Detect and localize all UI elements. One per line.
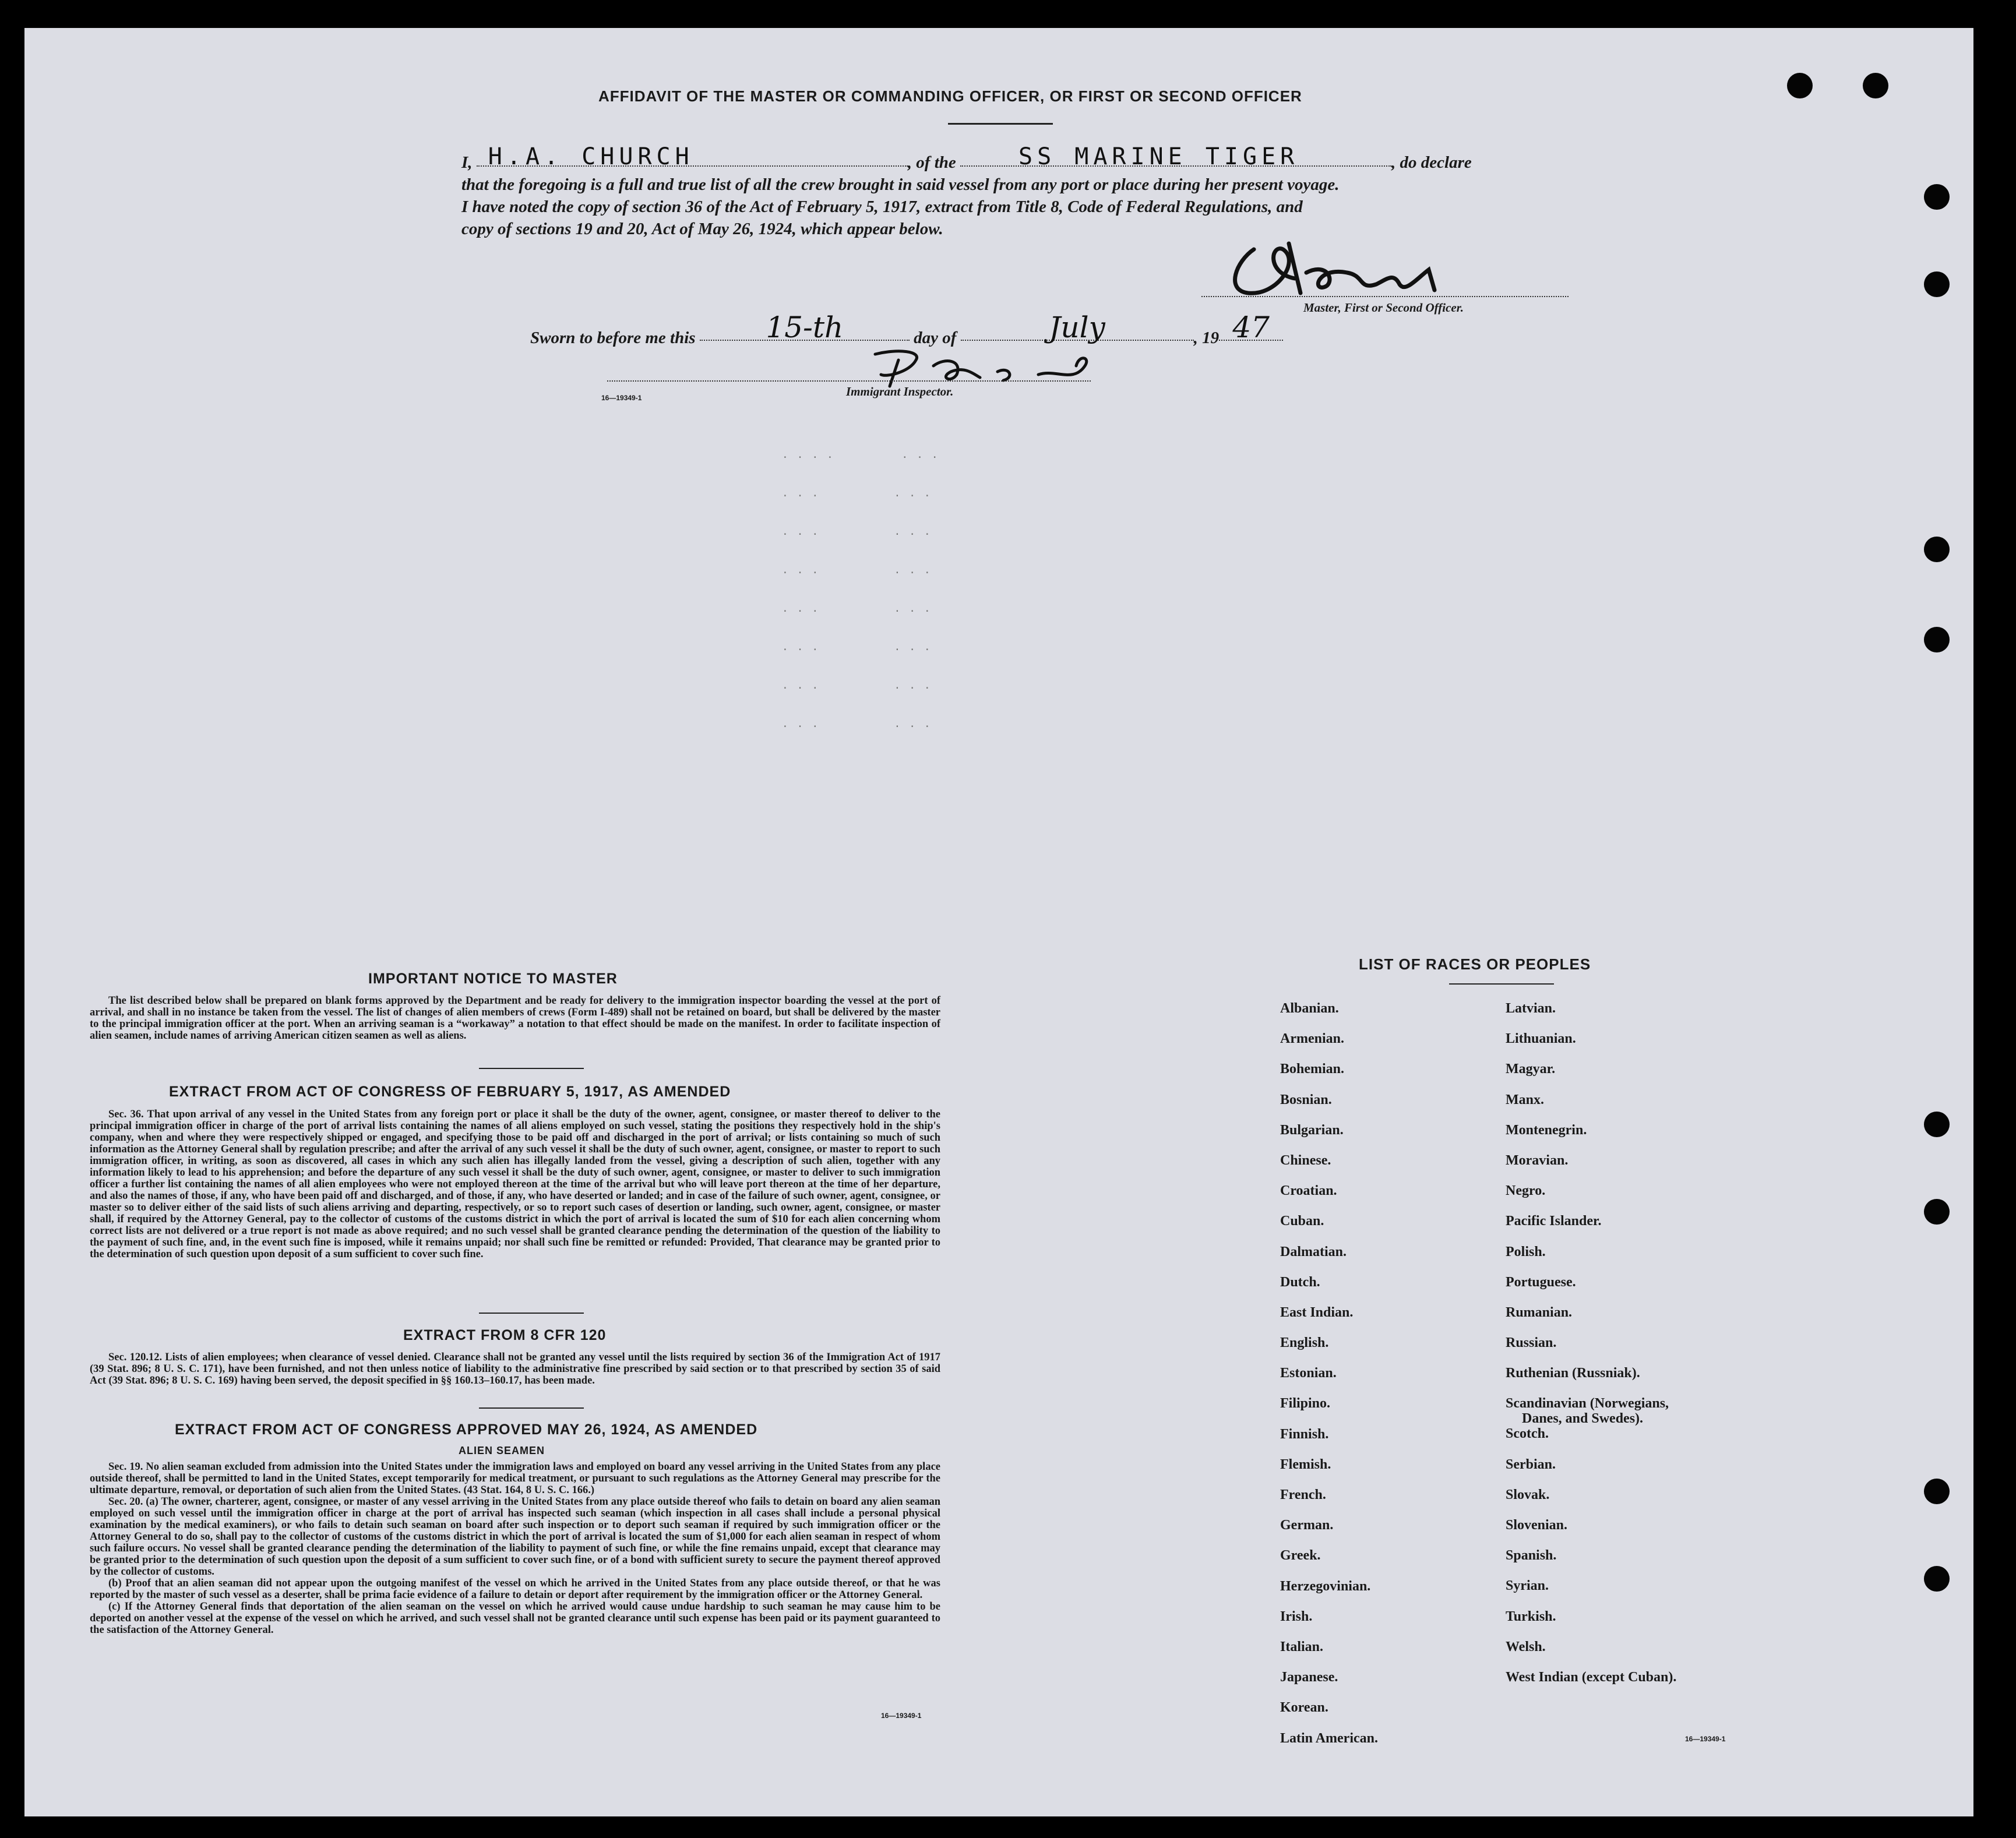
notice-paragraph: The list described below shall be prepared on blank forms approved by the Department and be ready for delivery to the immigration inspector boarding the vessel at the port of arrival, and shall in no instance be taken from the vessel. The list of changes of alien members of crews (Form I-489) shall not be retained on board, but shall be delivered by the master to the principal immigration officer at the port. When an arriving seaman is a “workaway” a notation to that effect should be made on the manifest. In order to facilitate inspection of alien seamen, include names of arriving American citizen seamen as well as aliens. xyxy=(90,995,940,1042)
race-item: Greek. xyxy=(1280,1548,1321,1564)
race-item: Irish. xyxy=(1280,1608,1313,1624)
race-item: East Indian. xyxy=(1280,1304,1354,1320)
alien-seamen-subtitle: ALIEN SEAMEN xyxy=(459,1445,545,1456)
extract-1917-text xyxy=(90,1109,940,1260)
race-item: Turkish. xyxy=(1506,1608,1556,1624)
inspector-caption: Immigrant Inspector. xyxy=(846,384,954,398)
race-item: Bosnian. xyxy=(1280,1092,1332,1107)
race-item: Finnish. xyxy=(1280,1426,1329,1442)
race-item: Syrian. xyxy=(1506,1578,1549,1594)
section-rule xyxy=(479,1407,584,1409)
form-number-bottom-right: 16—19349-1 xyxy=(1685,1735,1726,1743)
race-item: Moravian. xyxy=(1506,1152,1569,1168)
year-prefix: , 19 xyxy=(1193,329,1220,347)
extract-1924-title: EXTRACT FROM ACT OF CONGRESS APPROVED MAY 26, 1924, AS AMENDED xyxy=(175,1421,758,1438)
vessel-name: SS MARINE TIGER xyxy=(1018,143,1299,170)
vessel-name-field xyxy=(960,143,1391,170)
race-item: Russian. xyxy=(1506,1335,1557,1351)
race-item: Italian. xyxy=(1280,1639,1324,1654)
race-item: Chinese. xyxy=(1280,1152,1331,1168)
punch-hole xyxy=(1924,1566,1950,1592)
race-item: Estonian. xyxy=(1280,1366,1337,1381)
race-item: Croatian. xyxy=(1280,1183,1337,1199)
race-item: Serbian. xyxy=(1506,1456,1556,1472)
punch-hole xyxy=(1924,537,1950,562)
race-item: Latvian. xyxy=(1506,1001,1556,1016)
sworn-label: Sworn to before me this xyxy=(530,329,696,347)
day-of-label: day of xyxy=(914,329,957,347)
race-item: Scandinavian (Norwegians, xyxy=(1506,1396,1669,1412)
race-item: Ruthenian (Russniak). xyxy=(1506,1366,1640,1381)
declaration-line-4: copy of sections 19 and 20, Act of May 26, 1924, which appear below. xyxy=(461,220,943,238)
race-item: Slovenian. xyxy=(1506,1518,1568,1533)
section-rule xyxy=(479,1313,584,1314)
race-item: Bohemian. xyxy=(1280,1061,1345,1077)
sworn-day: 15-th xyxy=(766,311,844,344)
race-item: Welsh. xyxy=(1506,1639,1546,1654)
punch-hole xyxy=(1924,1199,1950,1225)
document-page xyxy=(24,28,1973,1816)
race-item: Bulgarian. xyxy=(1280,1122,1344,1138)
race-item: Polish. xyxy=(1506,1244,1546,1260)
race-item: West Indian (except Cuban). xyxy=(1506,1669,1677,1685)
race-item: English. xyxy=(1280,1335,1329,1351)
races-left-column xyxy=(1280,1000,1490,1760)
punch-hole xyxy=(1924,1112,1950,1137)
master-name-field xyxy=(477,143,908,170)
declaration-line-3: I have noted the copy of section 36 of the Act of February 5, 1917, extract from Title 8, Code of Federal Regulations, and xyxy=(461,197,1303,216)
race-item: Rumanian. xyxy=(1506,1304,1573,1320)
punch-hole xyxy=(1924,184,1950,210)
race-item: Dutch. xyxy=(1280,1274,1320,1290)
races-title: LIST OF RACES OR PEOPLES xyxy=(1359,955,1591,973)
race-item: Lithuanian. xyxy=(1506,1031,1576,1047)
race-item: Latin American. xyxy=(1280,1730,1378,1746)
affidavit-declaration xyxy=(461,143,1580,240)
i-label: I, xyxy=(461,153,473,172)
race-item: Herzegovinian. xyxy=(1280,1578,1371,1594)
signature-caption: Master, First or Second Officer. xyxy=(1303,301,1464,315)
year-field xyxy=(1219,311,1283,344)
do-declare-label: , do declare xyxy=(1391,153,1472,172)
notice-title: IMPORTANT NOTICE TO MASTER xyxy=(368,971,618,987)
extract-cfr-text xyxy=(90,1352,940,1387)
race-item: Armenian. xyxy=(1280,1031,1344,1047)
punch-hole xyxy=(1863,73,1888,98)
extract-1917-title: EXTRACT FROM ACT OF CONGRESS OF FEBRUARY 5, 1917, AS AMENDED xyxy=(169,1084,731,1100)
race-item: Magyar. xyxy=(1506,1061,1556,1077)
race-item: Flemish. xyxy=(1280,1456,1331,1472)
race-item: Montenegrin. xyxy=(1506,1122,1587,1138)
race-item: German. xyxy=(1280,1518,1334,1533)
sworn-day-field xyxy=(700,311,910,344)
form-number-top: 16—19349-1 xyxy=(601,394,642,402)
extract-cfr-paragraph: Sec. 120.12. Lists of alien employees; when clearance of vessel denied. Clearance shall not be granted any vessel until the lists required by section 36 of the Immigration Act of 1917 (39 Stat. 896; 8 U. S. C. 171), have been furnished, and not then unless notice of liability to the administrative fine prescribed by said section or to that prescribed by section 35 of said Act (39 Stat. 896; 8 U. S. C. 169) having been served, the deposit specified in §§ 160.13–160.17, has been made. xyxy=(90,1352,940,1387)
sec-20c-paragraph: (c) If the Attorney General finds that deportation of the alien seaman on the vessel on which he arrived would cause undue hardship to such seaman he may cause him to be deported on another vessel at the expense of the vessel on which he arrived, and such vessel shall not be granted clearance until such expense has been paid or its payment guaranteed to the satisfaction of the Attorney General. xyxy=(90,1601,940,1636)
race-item: Korean. xyxy=(1280,1700,1328,1716)
sec-20b-paragraph: (b) Proof that an alien seaman did not appear upon the outgoing manifest of the vessel on which he arrived in the United States from any place outside thereof, or that he was reported by the master of such vessel as a deserter, shall be prima facie evidence of a failure to detain or deport after requirement by the immigration officer or the Attorney General. xyxy=(90,1578,940,1601)
sworn-month-field xyxy=(961,311,1194,344)
extract-1917-paragraph: Sec. 36. That upon arrival of any vessel in the United States from any foreign port or place it shall be the duty of the owner, agent, consignee, or master thereof to deliver to the principal immigration officer in charge of the port of arrival lists containing the names of all aliens employed on such vessel, stating the positions they respectively hold in the ship's company, when and where they were respectively shipped or engaged, and specifying those to be paid off and discharged in the port of arrival; or lists containing so much of such information as the Attorney General shall by regulation prescribe; and after the arrival of any such vessel it shall be the duty of such owner, agent, consignee, or master to report to such immigration officer, in writing, as soon as discovered, all cases in which any such alien has illegally landed from the vessel, giving a description of such alien, together with any information likely to lead to his apprehension; and before the departure of any such vessel it shall be the duty of such owner, agent, consignee, or master to deliver to such immigration officer a further list containing the names of all alien employees who were not employed thereon at the time of the arrival but who will leave port thereon at the time of her departure, and also the names of those, if any, who have been paid off and discharged, and of those, if any, who have deserted or landed; and in case of the failure of such owner, agent, consignee, or master so to deliver either of the said lists of such aliens arriving and departing, respectively, or so to report such cases of desertion or landing, such owner, agent, consignee, or master shall, if required by the Attorney General, pay to the collector of customs of the customs district in which the port of arrival is located the sum of $10 for each alien concerning whom correct lists are not delivered or a true report is not made as above required; and no such vessel shall be granted clearance pending the determination of the question of the liability to the payment of such fine, and, in the event such fine is imposed, while it remains unpaid; nor shall such fine be remitted or refunded: Provided, That clearance may be granted prior to the determination of such question upon deposit of a sum sufficient to cover such fine. xyxy=(90,1109,940,1260)
declaration-line-1 xyxy=(461,143,1580,174)
notice-text xyxy=(90,995,940,1042)
race-item: Dalmatian. xyxy=(1280,1244,1347,1260)
affidavit-title: AFFIDAVIT OF THE MASTER OR COMMANDING OFFICER, OR FIRST OR SECOND OFFICER xyxy=(598,87,1302,105)
bleed-through-marks: . . . . . . . . . . . . . . . . . . . . . . . . . . . . . . . . . . . . . . . . . . . . . . . . . xyxy=(782,449,939,730)
race-item: Manx. xyxy=(1506,1092,1544,1107)
punch-hole xyxy=(1924,271,1950,297)
master-signature xyxy=(1213,238,1516,308)
inspector-line xyxy=(607,380,1091,382)
race-item: Filipino. xyxy=(1280,1396,1331,1412)
race-item: Pacific Islander. xyxy=(1506,1213,1602,1229)
signature-line xyxy=(1201,296,1569,297)
form-number-bottom-left: 16—19349-1 xyxy=(881,1712,922,1720)
punch-hole xyxy=(1924,627,1950,652)
races-rule xyxy=(1449,983,1554,985)
section-rule xyxy=(479,1068,584,1069)
punch-hole xyxy=(1787,73,1813,98)
race-item: Albanian. xyxy=(1280,1001,1339,1016)
race-item: Japanese. xyxy=(1280,1670,1338,1685)
race-item: Cuban. xyxy=(1280,1213,1324,1229)
sworn-month: July xyxy=(1049,311,1105,344)
race-item: Portuguese. xyxy=(1506,1274,1576,1290)
punch-hole xyxy=(1924,1479,1950,1504)
race-item: Negro. xyxy=(1506,1183,1546,1199)
races-right-column xyxy=(1506,1000,1832,1699)
race-item: Spanish. xyxy=(1506,1548,1557,1564)
race-item: French. xyxy=(1280,1487,1326,1502)
sec-19-paragraph: Sec. 19. No alien seaman excluded from admission into the United States under the immigration laws and employed on board any vessel arriving in the United States from any place outside thereof, shall be permitted to land in the United States, except temporarily for medical treatment, or pursuant to such regulations as the Attorney General may prescribe for the ultimate departure, removal, or deportation of such alien from the United States. (43 Stat. 164, 8 U. S. C. 166.) xyxy=(90,1461,940,1496)
inspector-signature xyxy=(864,343,1143,389)
sworn-year: 47 xyxy=(1232,311,1270,344)
race-item: Slovak. xyxy=(1506,1487,1550,1502)
extract-cfr-title: EXTRACT FROM 8 CFR 120 xyxy=(403,1327,607,1343)
title-rule xyxy=(948,123,1053,125)
sec-20a-paragraph: Sec. 20. (a) The owner, charterer, agent, consignee, or master of any vessel arriving in the United States from any place outside thereof who fails to detain on board any alien seaman employed on such vessel until the immigration officer in charge at the port of arrival has inspected such seaman (which inspection in all cases shall include a personal physical examination by the medical examiners), or who fails to detain such seaman on board after such inspection or to deport such seaman if required by such immigration officer or the Attorney General to do so, shall pay to the collector of customs of the customs district in which the port of arrival is located the sum of $1,000 for each alien seaman in respect of whom such failure occurs. No vessel shall be granted clearance pending the determination of the liability to payment of such fine, or while the fine remains unpaid, except that clearance may be granted prior to the determination of such question upon the deposit of a sum sufficient to cover such fine, or of a bond with sufficient surety to secure the payment thereof approved by the collector of customs. xyxy=(90,1496,940,1578)
extract-1924-text xyxy=(90,1461,940,1636)
of-label: , of the xyxy=(907,153,956,172)
race-item: Scotch. xyxy=(1506,1426,1549,1442)
master-name: H.A. CHURCH xyxy=(488,143,694,170)
declaration-line-2: that the foregoing is a full and true list of all the crew brought in said vessel from any port or place during her present voyage. xyxy=(461,175,1340,194)
race-item: Danes, and Swedes). xyxy=(1522,1411,1644,1427)
